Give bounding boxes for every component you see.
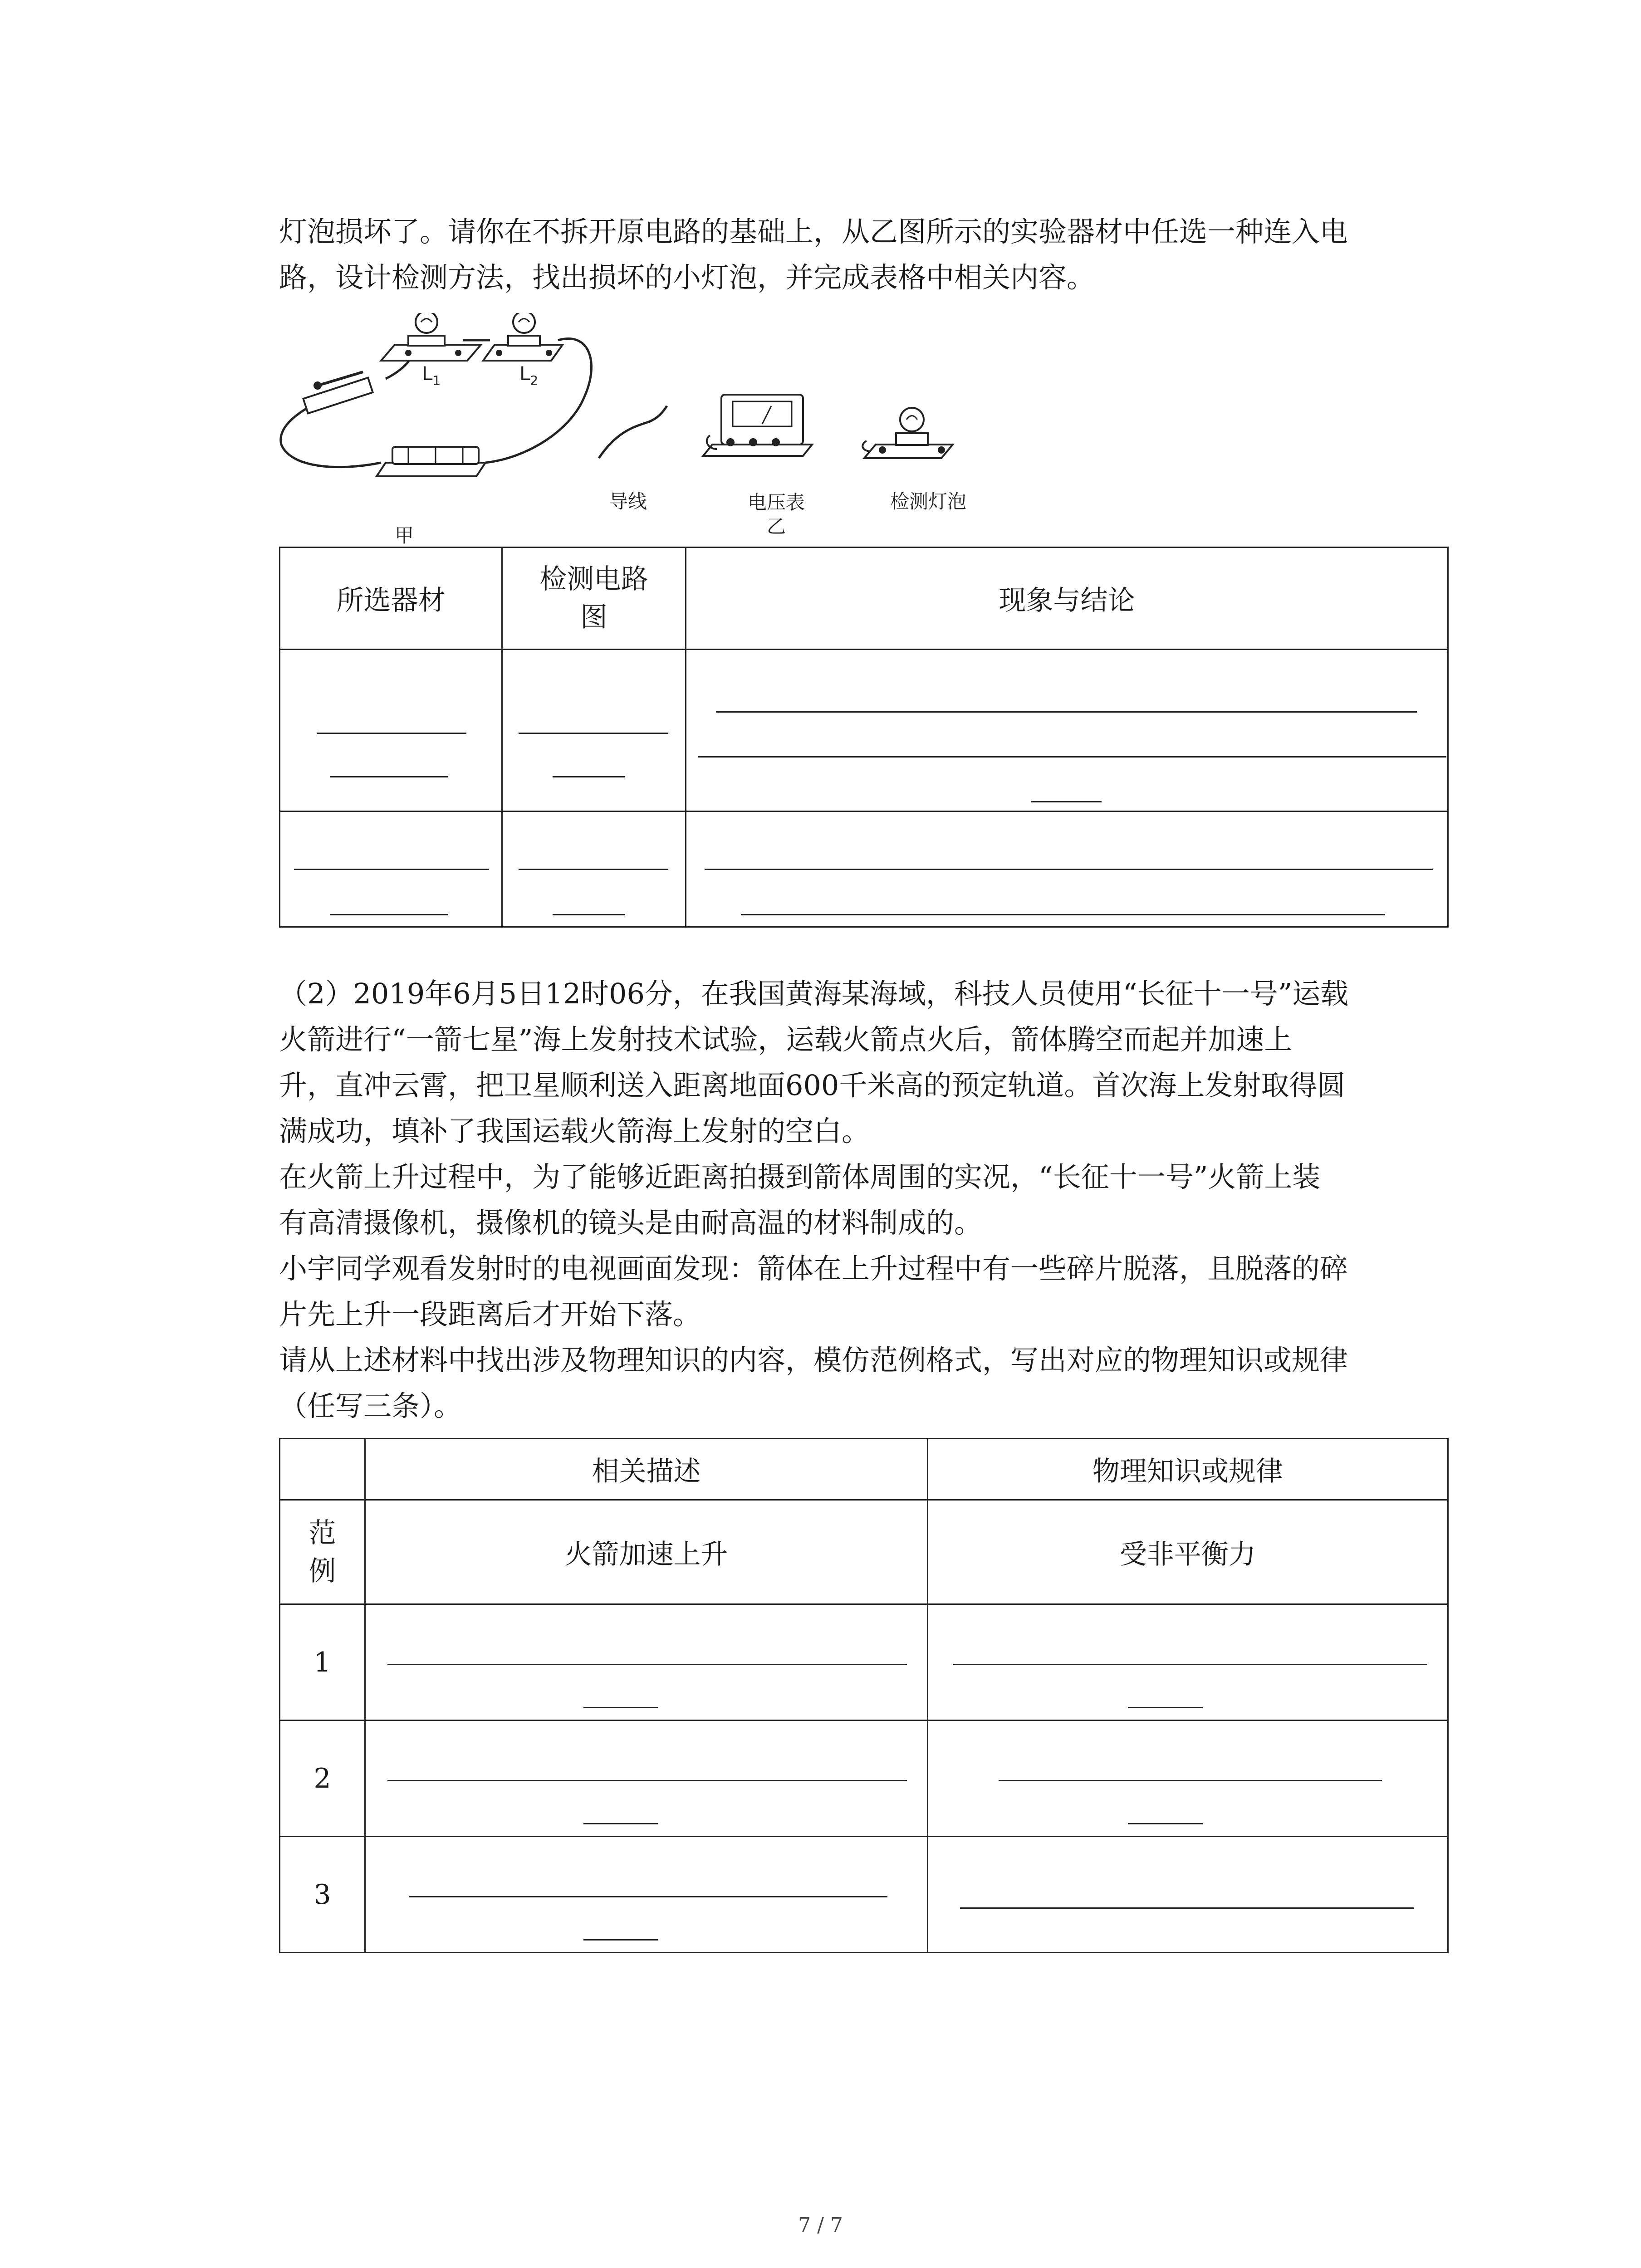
part2-line-6: 有高清摄像机，摄像机的镜头是由耐高温的材料制成的。 [279,1206,983,1239]
intro-line-1: 灯泡损坏了。请你在不拆开原电路的基础上，从乙图所示的实验器材中任选一种连入电 [279,215,1348,248]
l2-label: $L_2$ [519,362,539,388]
label-test-bulb: 检测灯泡 [890,490,967,513]
row-number: 2 [280,1721,365,1837]
header-knowledge: 物理知识或规律 [928,1439,1448,1500]
page-number: 7 / 7 [798,2214,843,2237]
label-jia: 甲 [395,524,414,547]
physics-knowledge-table [279,1438,1449,1953]
example-knowledge: 受非平衡力 [928,1500,1448,1604]
l1-label: $L_1$ [422,362,441,388]
blank-cell[interactable] [365,1837,928,1953]
part2-line-7: 小宇同学观看发射时的电视画面发现：箭体在上升过程中有一些碎片脱落，且脱落的碎 [279,1252,1348,1285]
blank-cell[interactable] [928,1721,1448,1837]
blank-cell[interactable] [686,811,1448,927]
part2-line-8: 片先上升一段距离后才开始下落。 [279,1298,701,1331]
test-bulb-icon [862,408,953,458]
part2-line-3: 升，直冲云霄，把卫星顺利送入距离地面600千米高的预定轨道。首次海上发射取得圆 [279,1069,1346,1102]
bulb-l2-icon [483,313,563,361]
blank-cell[interactable] [686,650,1448,811]
blank-cell[interactable] [928,1604,1448,1721]
label-voltmeter: 电压表 [748,491,805,513]
part2-line-10: （任写三条）。 [279,1389,462,1422]
voltmeter-icon [703,395,812,456]
circuit-figure [272,313,998,549]
example-label: 范 例 [280,1500,365,1604]
header-circuit: 检测电路 图 [502,547,686,650]
blank-cell[interactable] [280,650,502,811]
header-description: 相关描述 [365,1439,928,1500]
part2-line-2: 火箭进行“一箭七星”海上发射技术试验，运载火箭点火后，箭体腾空而起并加速上 [279,1023,1293,1056]
intro-line-2: 路，设计检测方法，找出损坏的小灯泡，并完成表格中相关内容。 [279,261,1095,294]
battery-icon [377,447,485,476]
bulb-l1-icon [381,313,481,361]
part2-line-4: 满成功，填补了我国运载火箭海上发射的空白。 [279,1114,870,1148]
loose-wire-icon [599,406,667,458]
part2-line-1: （2）2019年6月5日12时06分，在我国黄海某海域，科技人员使用“长征十一号”运载 [279,977,1349,1010]
header-equipment: 所选器材 [280,547,502,650]
switch-icon [303,372,372,413]
corner-cell [280,1439,365,1500]
row-number: 3 [280,1837,365,1953]
blank-cell[interactable] [502,650,686,811]
blank-cell[interactable] [365,1604,928,1721]
detection-table [279,547,1449,928]
blank-cell[interactable] [365,1721,928,1837]
blank-cell[interactable] [280,811,502,927]
part2-line-5: 在火箭上升过程中，为了能够近距离拍摄到箭体周围的实况，“长征十一号”火箭上装 [279,1160,1321,1193]
label-wire: 导线 [609,490,647,513]
part2-line-9: 请从上述材料中找出涉及物理知识的内容，模仿范例格式，写出对应的物理知识或规律 [279,1344,1348,1377]
header-phenomenon: 现象与结论 [686,547,1448,650]
blank-cell[interactable] [502,811,686,927]
example-description: 火箭加速上升 [365,1500,928,1604]
row-number: 1 [280,1604,365,1721]
label-yi: 乙 [767,515,786,538]
blank-cell[interactable] [928,1837,1448,1953]
